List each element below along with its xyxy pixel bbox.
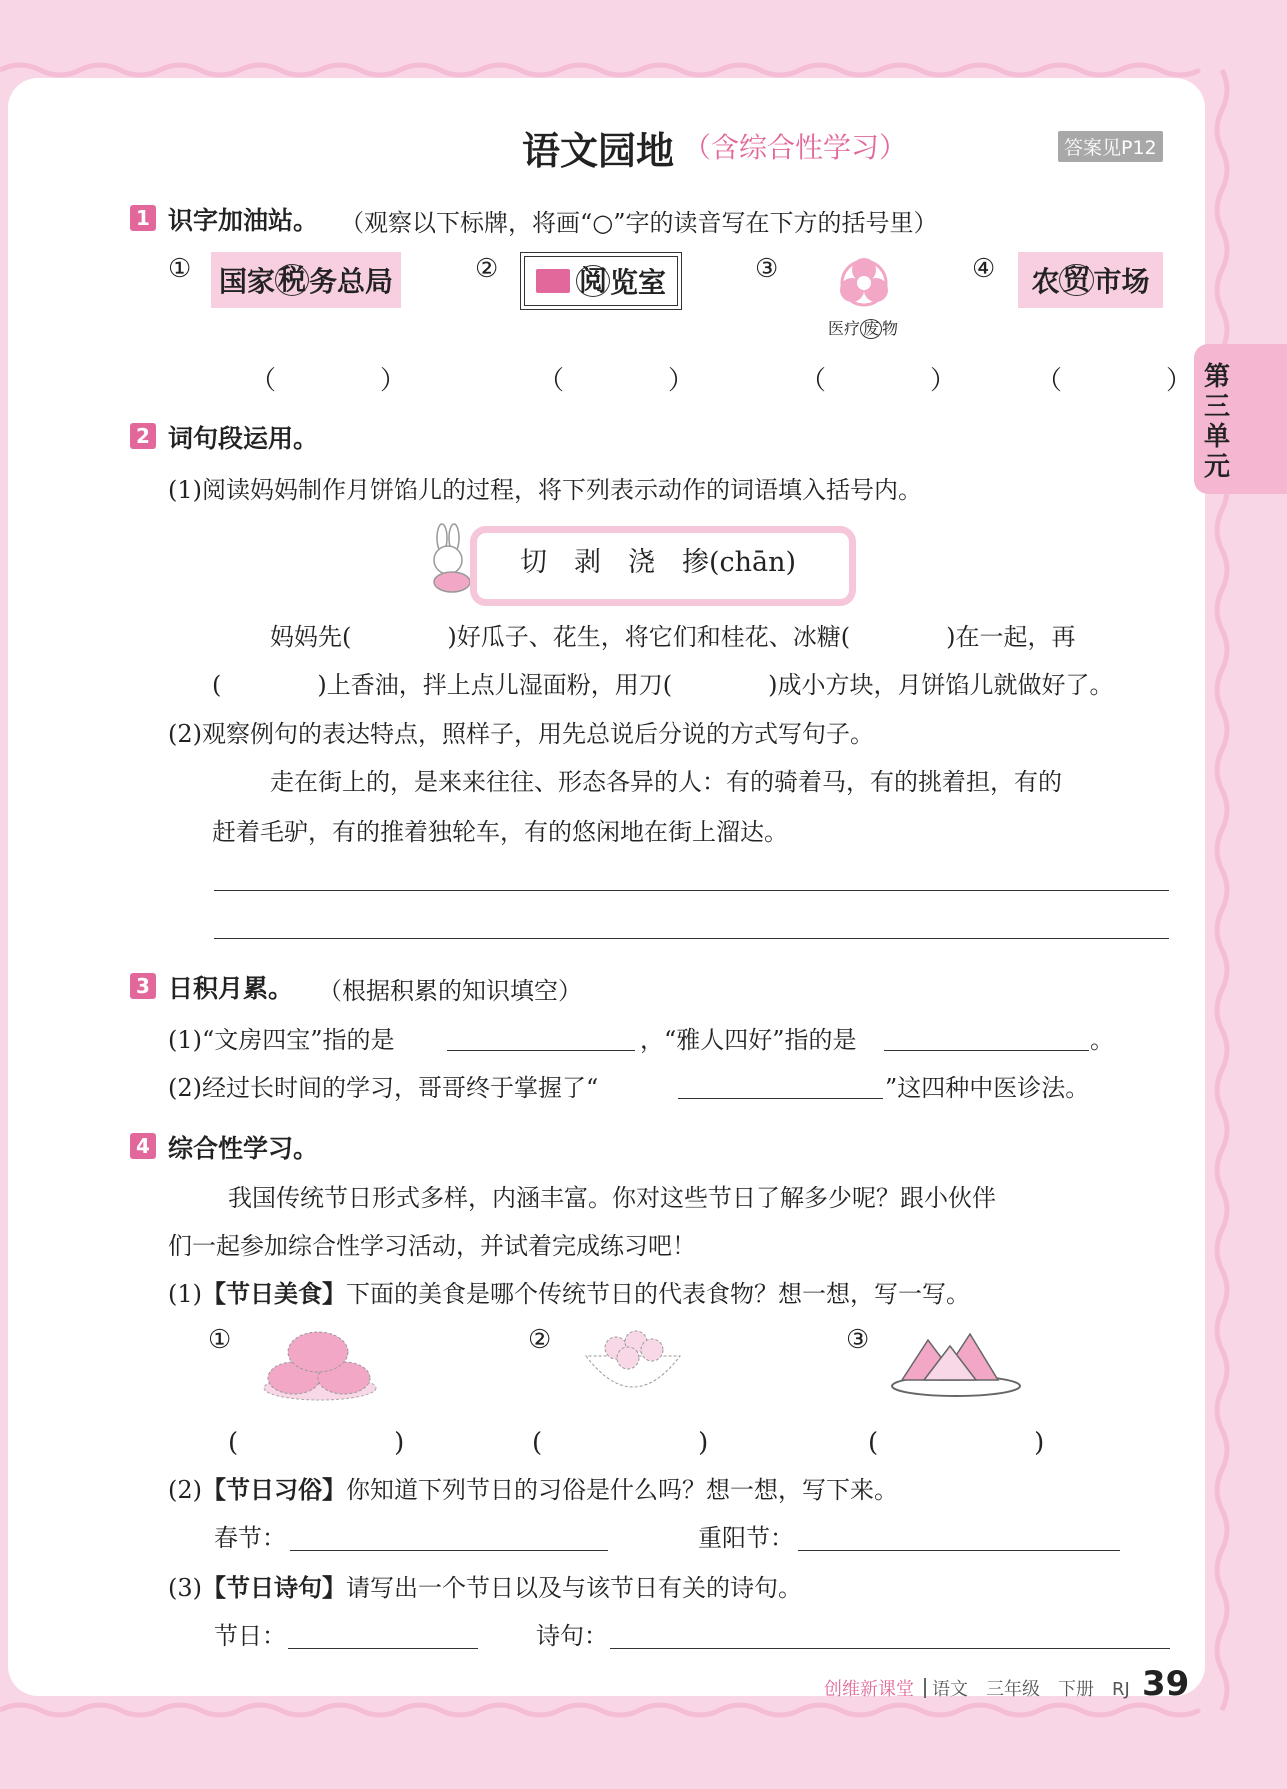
festival-answer-line[interactable] xyxy=(288,1648,478,1649)
q1-answer-blank-3[interactable]: （ ） xyxy=(800,366,957,396)
q4-intro-line2: 们一起参加综合性学习活动，并试着完成练习吧！ xyxy=(168,1232,696,1260)
circled-character: 贸 xyxy=(1059,264,1093,296)
q1-marker-2: ② xyxy=(475,254,499,284)
food-marker-3: ③ xyxy=(846,1325,870,1355)
q3-line1-text-a: (1)“文房四宝”指的是 xyxy=(168,1026,395,1054)
q2-part1-line1: 妈妈先( )好瓜子、花生，将它们和桂花、冰糖( )在一起，再 xyxy=(270,623,1076,651)
question-number-4: 4 xyxy=(130,1133,156,1159)
q3-instruction: （根据积累的知识填空） xyxy=(318,977,582,1005)
q1-marker-3: ③ xyxy=(755,254,779,284)
footer-brand: 创维新课堂 xyxy=(824,1679,914,1700)
festival-custom-tag: 【节日习俗】 xyxy=(202,1476,346,1504)
sign-text: 医疗 xyxy=(828,319,861,338)
q4-part2 xyxy=(168,1470,898,1505)
q1-answer-blank-2[interactable]: （ ） xyxy=(538,366,695,396)
q4-title: 综合性学习。 xyxy=(168,1134,319,1163)
sign-reading-room xyxy=(520,252,682,310)
q4-intro-line1: 我国传统节日形式多样，内涵丰富。你对这些节日了解多少呢？跟小伙伴 xyxy=(228,1184,996,1212)
q1-title: 识字加油站。 xyxy=(168,206,319,235)
q3-line2-text-b: ”这四种中医诊法。 xyxy=(885,1074,1090,1102)
q3-line1-end: 。 xyxy=(1090,1026,1114,1054)
q2-example-line1: 走在街上的，是来来往往、形态各异的人：有的骑着马，有的挑着担，有的 xyxy=(270,768,1062,796)
food-answer-blank-1[interactable]: ( ) xyxy=(228,1428,405,1458)
biohazard-icon xyxy=(833,252,895,310)
poem-label: 诗句： xyxy=(536,1622,608,1650)
sign-farmers-market xyxy=(1018,252,1163,308)
spring-festival-label: 春节： xyxy=(214,1524,286,1552)
q1-answer-blank-4[interactable]: （ ） xyxy=(1036,366,1193,396)
sign-text: 农 xyxy=(1031,265,1060,298)
page-number: 39 xyxy=(1142,1664,1190,1704)
q3-title: 日积月累。 xyxy=(168,974,294,1003)
q4-part1 xyxy=(168,1274,970,1309)
medical-waste-label xyxy=(828,316,898,339)
part-number: (2) xyxy=(168,1476,202,1504)
part-text: 下面的美食是哪个传统节日的代表食物？想一想，写一写。 xyxy=(346,1280,970,1308)
food-marker-2: ② xyxy=(528,1325,552,1355)
festival-label: 节日： xyxy=(214,1622,286,1650)
book-icon xyxy=(536,269,570,293)
word-bank-words: 切 剥 浇 掺(chān) xyxy=(520,547,797,578)
q3-line2-text-a: (2)经过长时间的学习，哥哥终于掌握了“ xyxy=(168,1074,599,1102)
sign-text: 务总局 xyxy=(309,265,394,298)
tangyuan-icon xyxy=(578,1322,688,1402)
q2-part1-line2: ( )上香油，拌上点儿湿面粉，用刀( )成小方块，月饼馅儿就做好了。 xyxy=(212,671,1114,699)
q2-part1-prompt: (1)阅读妈妈制作月饼馅儿的过程，将下列表示动作的词语填入括号内。 xyxy=(168,476,922,504)
question-number-1: 1 xyxy=(130,205,156,231)
q1-marker-1: ① xyxy=(168,254,192,284)
poem-answer-line[interactable] xyxy=(610,1648,1170,1649)
diagnosis-methods-answer-line[interactable] xyxy=(678,1098,883,1099)
q1-marker-4: ④ xyxy=(972,254,996,284)
q2-example-line2: 赶着毛驴，有的推着独轮车，有的悠闲地在街上溜达。 xyxy=(212,818,788,846)
q2-answer-line-1[interactable] xyxy=(214,890,1169,891)
sign-tax-bureau xyxy=(211,252,401,308)
page-subtitle: （含综合性学习） xyxy=(683,131,908,164)
zongzi-icon xyxy=(888,1322,1024,1402)
q4-part3 xyxy=(168,1568,802,1603)
part-text: 请写出一个节日以及与该节日有关的诗句。 xyxy=(346,1574,802,1602)
footer-divider xyxy=(924,1678,926,1698)
sign-text: 国家 xyxy=(218,265,275,298)
sign-text: 物 xyxy=(882,319,899,338)
question-number-3: 3 xyxy=(130,973,156,999)
page-title: 语文园地 xyxy=(522,129,675,173)
q2-part2-prompt: (2)观察例句的表达特点，照样子，用先总说后分说的方式写句子。 xyxy=(168,720,874,748)
food-answer-blank-2[interactable]: ( ) xyxy=(532,1428,709,1458)
food-answer-blank-3[interactable]: ( ) xyxy=(868,1428,1045,1458)
double-ninth-label: 重阳节： xyxy=(698,1524,794,1552)
q1-instruction: （观察以下标牌，将画“○”字的读音写在下方的括号里） xyxy=(340,209,938,237)
part-number: (1) xyxy=(168,1280,202,1308)
question-number-2: 2 xyxy=(130,423,156,449)
footer-book-info: 语文 三年级 下册 RJ xyxy=(932,1679,1130,1700)
spring-festival-answer-line[interactable] xyxy=(290,1550,608,1551)
q2-title: 词句段运用。 xyxy=(168,424,319,453)
double-ninth-answer-line[interactable] xyxy=(798,1550,1120,1551)
sign-text: 览室 xyxy=(610,266,667,299)
q1-answer-blank-1[interactable]: （ ） xyxy=(250,366,407,396)
circled-character: 税 xyxy=(275,264,309,296)
unit-side-tab-label: 第三单元 xyxy=(1203,362,1230,482)
four-treasures-answer-line[interactable] xyxy=(447,1050,635,1051)
part-number: (3) xyxy=(168,1574,202,1602)
circled-character: 废 xyxy=(860,319,882,339)
festival-poem-tag: 【节日诗句】 xyxy=(202,1574,346,1602)
food-marker-1: ① xyxy=(208,1325,232,1355)
q3-line1-text-b: ，“雅人四好”指的是 xyxy=(640,1026,857,1054)
answer-reference-badge: 答案见P12 xyxy=(1058,131,1163,162)
mooncake-icon xyxy=(258,1322,382,1408)
circled-character: 阅 xyxy=(576,265,610,297)
four-pursuits-answer-line[interactable] xyxy=(884,1050,1089,1051)
festival-food-tag: 【节日美食】 xyxy=(202,1280,346,1308)
q2-answer-line-2[interactable] xyxy=(214,938,1169,939)
part-text: 你知道下列节日的习俗是什么吗？想一想，写下来。 xyxy=(346,1476,898,1504)
sign-text: 市场 xyxy=(1093,265,1150,298)
